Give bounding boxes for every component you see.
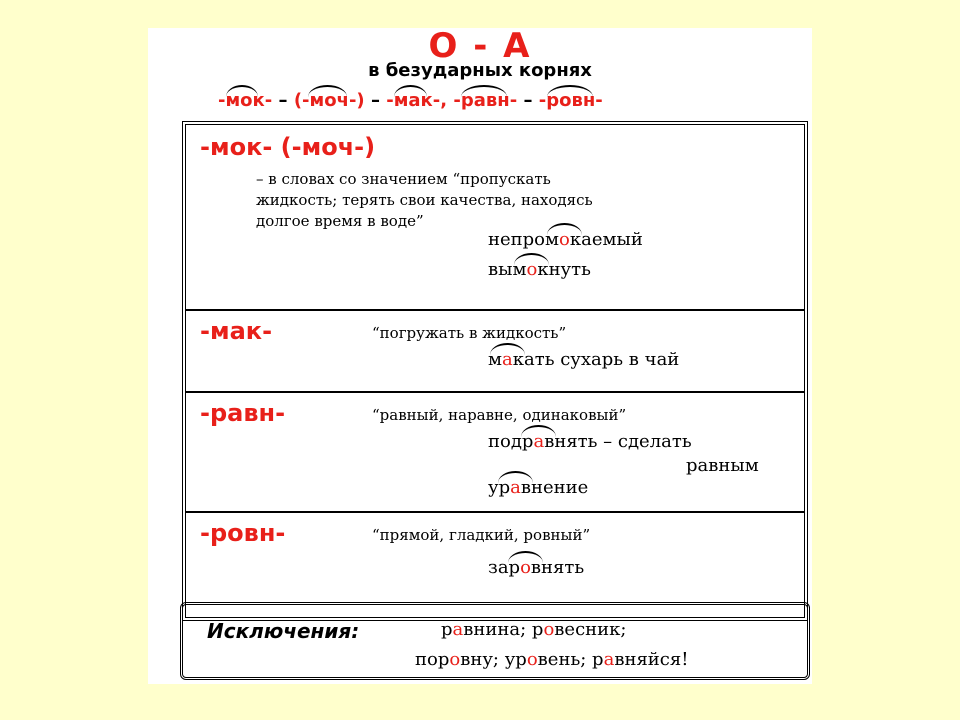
example-word: непром окаемый (488, 229, 643, 250)
exceptions-line-2: поровну; уровень; равняйся! (415, 649, 689, 670)
example-word: ур авнение (488, 477, 588, 498)
exceptions-box (180, 602, 810, 680)
root-arc (394, 85, 427, 97)
page-subtitle: в безударных корнях (368, 60, 592, 81)
section-heading-rovn: -ровн- (200, 519, 286, 547)
divider (186, 391, 804, 393)
exceptions-line-1: равнина; ровесник; (441, 619, 627, 640)
section-heading-mak: -мак- (200, 317, 273, 345)
roots-summary (218, 90, 603, 111)
root-mok: -мок- (218, 90, 272, 111)
rules-table (182, 121, 808, 621)
root-arc (461, 85, 507, 97)
example-word: м акать сухарь в чай (488, 349, 679, 370)
exceptions-label: Исключения: (207, 619, 360, 643)
rule-card (148, 28, 812, 684)
example-word: зар овнять (488, 557, 584, 578)
root-ravn: -равн- (453, 90, 517, 111)
section-note-mok: – в словах со значением “пропускать жидкость; терять свои качества, находясь долгое время в воде” (256, 170, 593, 230)
root-moch: (-моч-) (294, 90, 365, 111)
root-arc (547, 85, 593, 97)
root-arc (308, 85, 347, 97)
dash: – (278, 90, 288, 111)
example-continuation: равным (686, 455, 759, 476)
page-title: О - А (428, 26, 532, 66)
root-rovn: -ровн- (539, 90, 603, 111)
section-note-rovn: “прямой, гладкий, ровный” (372, 526, 591, 544)
root-arc (226, 85, 258, 97)
example-word: вым окнуть (488, 259, 591, 280)
section-note-ravn: “равный, наравне, одинаковый” (372, 406, 627, 424)
divider (186, 309, 804, 311)
section-note-mak: “погружать в жидкость” (372, 324, 567, 342)
example-word: подр авнять – сделать (488, 431, 692, 452)
dash: – (370, 90, 380, 111)
root-mak: -мак-, (386, 90, 447, 111)
dash: – (523, 90, 533, 111)
section-heading-mok: -мок- (-моч-) (200, 133, 376, 161)
divider (186, 511, 804, 513)
section-heading-ravn: -равн- (200, 399, 286, 427)
